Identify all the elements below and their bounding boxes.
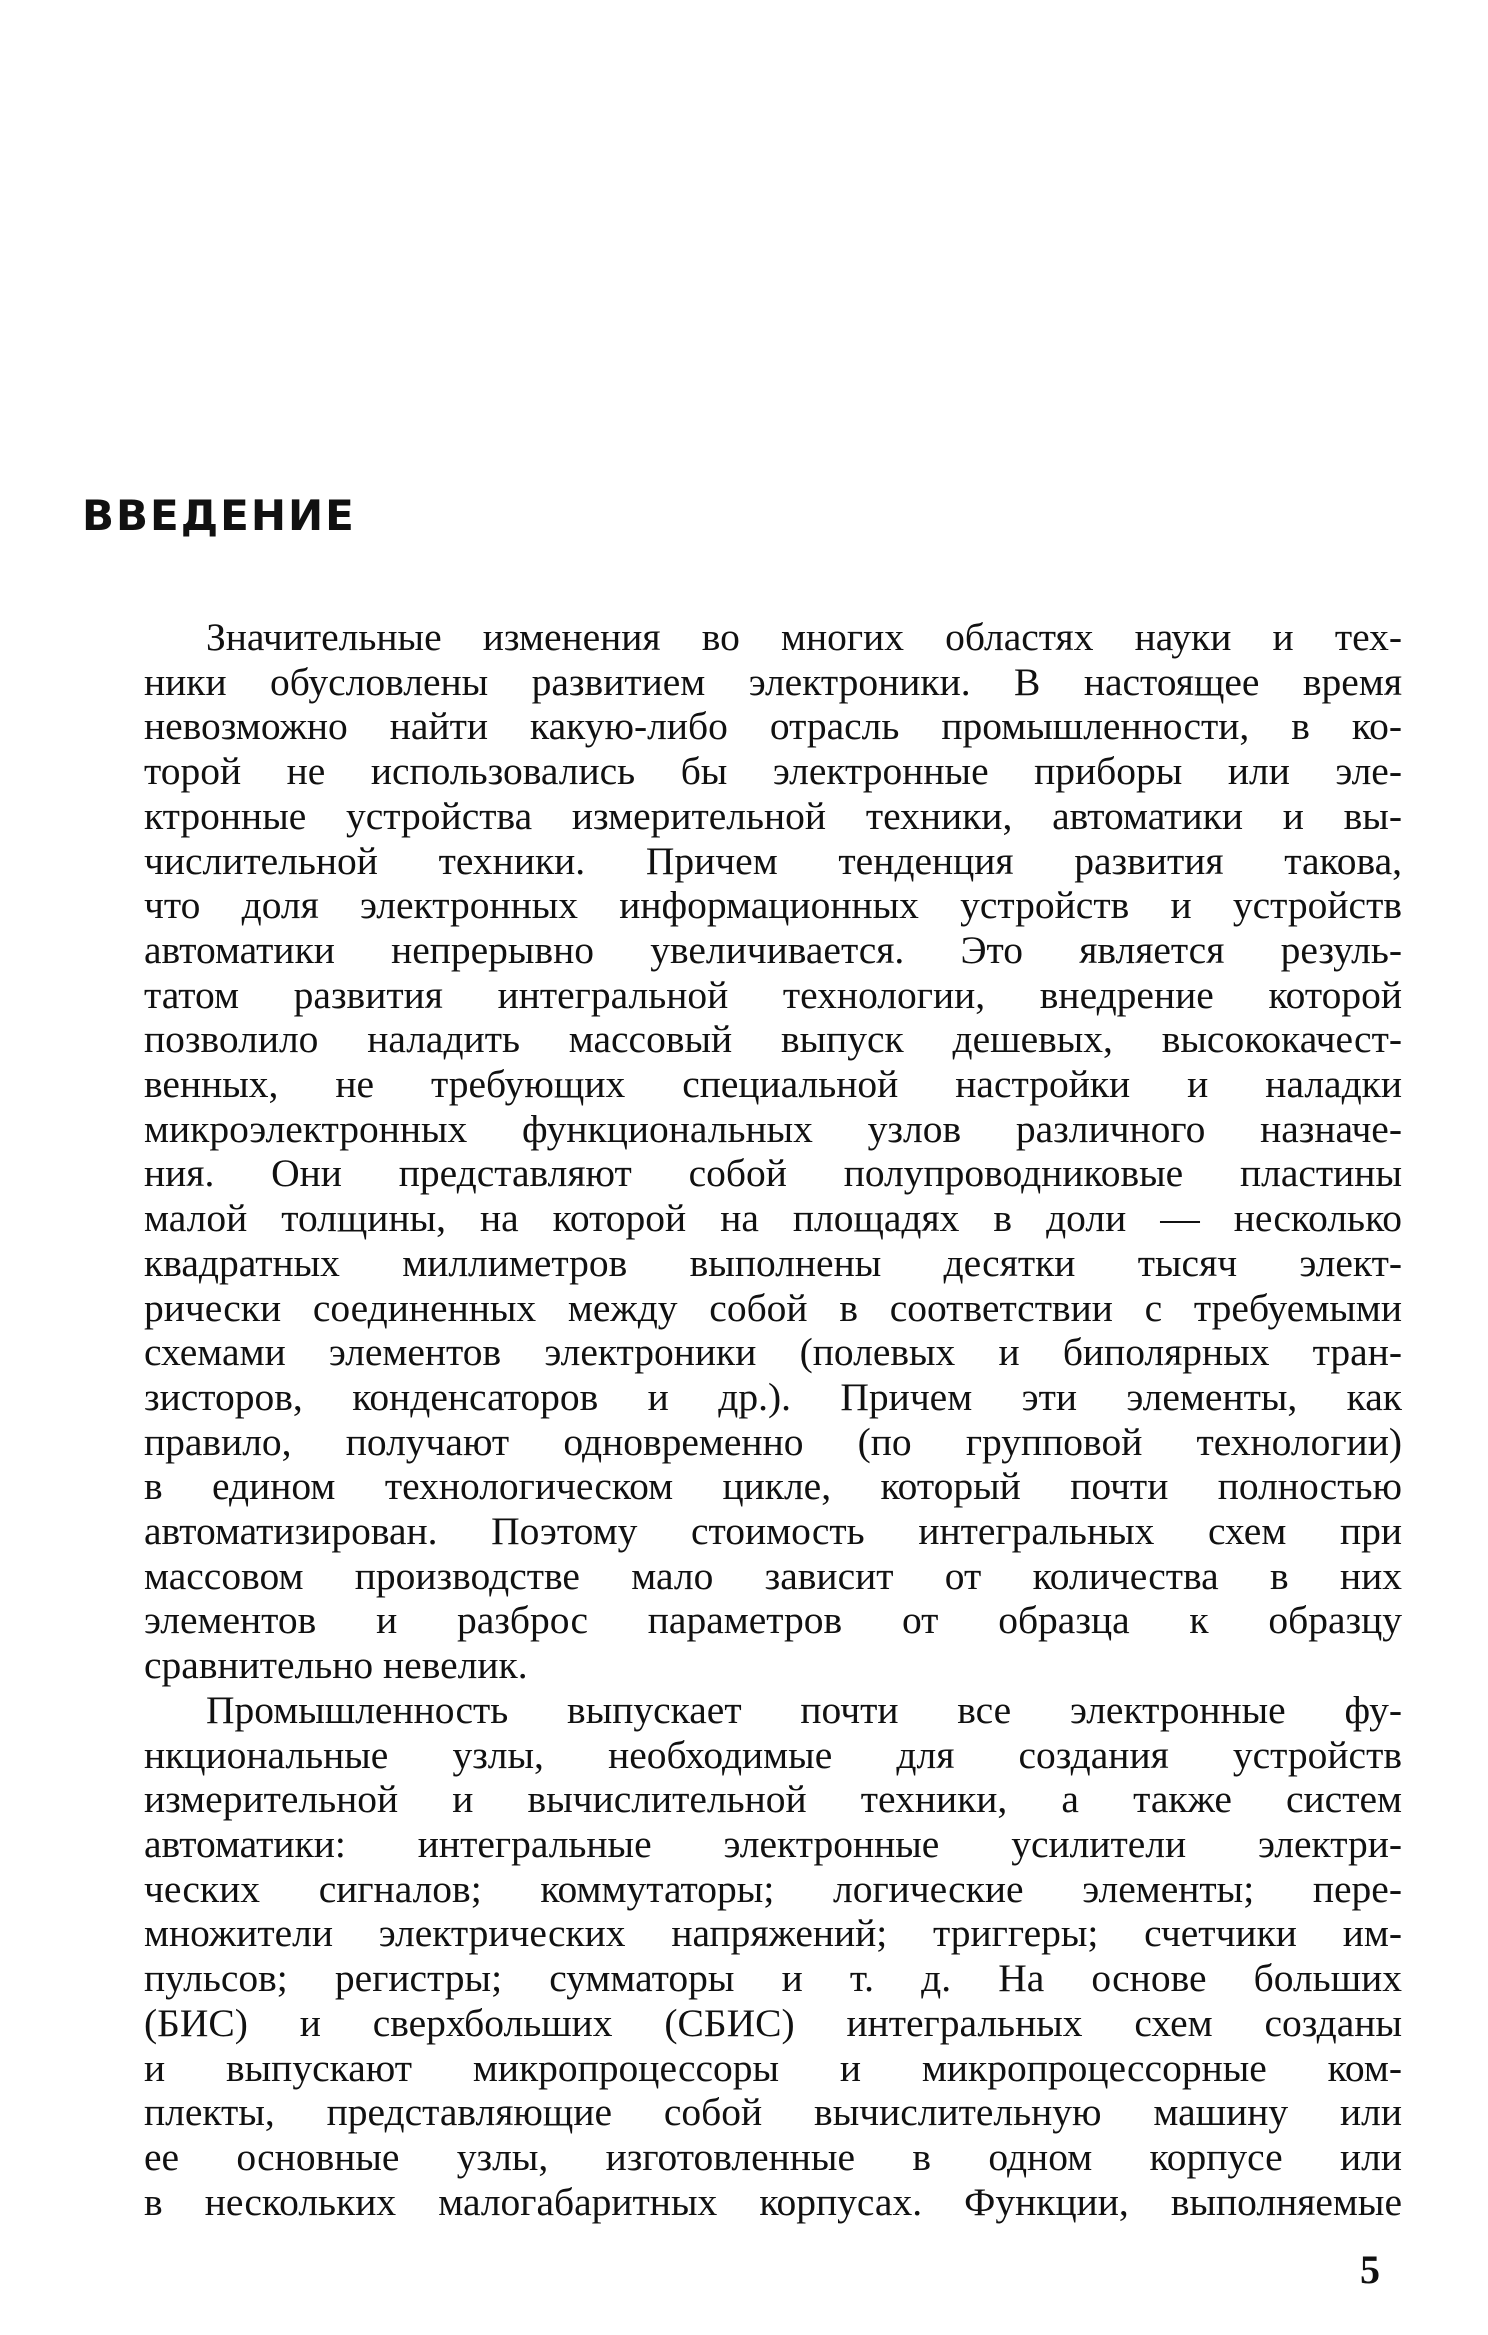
text-line: множители электрических напряжений; триггеры; счетчики им- [144,1911,1402,1956]
text-line: Значительные изменения во многих областях науки и тех- [206,615,1402,659]
text-line: зисторов, конденсаторов и др.). Причем эти элементы, как [144,1374,1402,1419]
text-line: рически соединенных между собой в соответствии с требуемыми [144,1285,1402,1330]
text-line: в нескольких малогабаритных корпусах. Функции, выполняемые [144,2179,1402,2224]
text-line: автоматики: интегральные электронные усилители электри- [144,1821,1402,1866]
text-line: ктронные устройства измерительной техники, автоматики и вы- [144,793,1402,838]
text-line: измерительной и вычислительной техники, а также систем [144,1777,1402,1822]
text-line: что доля электронных информационных устройств и устройств [144,883,1402,928]
text-line: ческих сигналов; коммутаторы; логические элементы; пере- [144,1866,1402,1911]
text-line: венных, не требующих специальной настройки и наладки [144,1062,1402,1107]
chapter-heading: ВВЕДЕНИЕ [82,491,356,540]
text-line: микроэлектронных функциональных узлов различного назначе- [144,1106,1402,1151]
page-number: 5 [1360,2247,1380,2292]
text-line: (БИС) и сверхбольших (СБИС) интегральных схем созданы [144,2000,1402,2045]
text-line: автоматики непрерывно увеличивается. Это является резуль- [144,927,1402,972]
text-line: ее основные узлы, изготовленные в одном корпусе или [144,2134,1402,2179]
text-line: торой не использовались бы электронные приборы или эле- [144,749,1402,794]
text-line: элементов и разброс параметров от образца к образцу [144,1598,1402,1643]
text-line: числительной техники. Причем тенденция развития такова, [144,838,1402,883]
text-line: невозможно найти какую-либо отрасль промышленности, в ко- [144,704,1402,749]
text-line: правило, получают одновременно (по групповой технологии) [144,1419,1402,1464]
text-line: плекты, представляющие собой вычислительную машину или [144,2090,1402,2135]
text-line: массовом производстве мало зависит от количества в них [144,1553,1402,1598]
text-line: позволило наладить массовый выпуск дешевых, высококачест- [144,1017,1402,1062]
text-line: автоматизирован. Поэтому стоимость интегральных схем при [144,1509,1402,1554]
text-line: татом развития интегральной технологии, внедрение которой [144,972,1402,1017]
text-line: схемами элементов электроники (полевых и биполярных тран- [144,1330,1402,1375]
text-line: нкциональные узлы, необходимые для создания устройств [144,1732,1402,1777]
text-line: ния. Они представляют собой полупроводниковые пластины [144,1151,1402,1196]
text-line: в едином технологическом цикле, который почти полностью [144,1464,1402,1509]
text-line: ники обусловлены развитием электроники. В настоящее время [144,659,1402,704]
text-line: и выпускают микропроцессоры и микропроцессорные ком- [144,2045,1402,2090]
body-text [82,615,1402,2224]
text-line: пульсов; регистры; сумматоры и т. д. На основе больших [144,1956,1402,2001]
text-line: малой толщины, на которой на площадях в доли — несколько [144,1196,1402,1241]
text-line: Промышленность выпускает почти все электронные фу- [206,1687,1402,1732]
text-line: квадратных миллиметров выполнены десятки тысяч элект- [144,1240,1402,1285]
paragraph-2 [82,1688,1402,2224]
text-line: сравнительно невелик. [144,1643,528,1688]
paragraph-1 [82,615,1402,1688]
